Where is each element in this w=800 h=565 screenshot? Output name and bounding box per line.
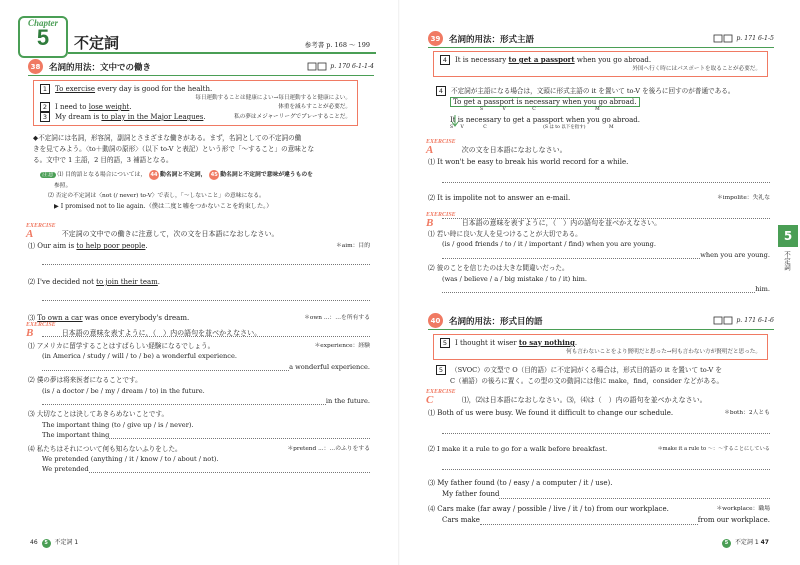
example-underline: lose weight [88,103,130,111]
answer-line[interactable] [442,284,755,293]
example-translation: 体重を減らすことが必要だ。 [278,104,351,110]
exercise-instruction: 次の文を日本語になおしなさい。 [461,146,567,154]
example-text: . [203,113,206,121]
example-text: My dream is [55,113,102,121]
example-box-38 [33,80,358,126]
explanation-line: 4 不定詞が主語になる場合は，文頭に形式主語の it を置いて to-V を後ろに回すのが普通である。 [436,86,776,96]
section-ref: p. 170 6-1-1-4 [330,63,374,70]
chapter-side-tab[interactable] [776,225,800,295]
example-text: I need to [55,103,89,111]
page-footer-left [30,537,78,548]
page-footer-right [720,537,769,548]
answer-line[interactable] [499,490,770,499]
section-title: 名詞的用法：形式目的語 [449,316,543,327]
explanation-39 [436,86,776,96]
section-38-header [28,58,374,76]
side-tab-number: 5 [778,225,798,247]
exercise-a-right-head [426,139,776,155]
note-tag: 注意 [42,172,54,178]
answer-row: him. [428,284,770,294]
diagram-sentence-2: It is necessary to get a passport when you go abroad. [450,116,640,124]
exercise-b-right-head [426,212,776,228]
note-text: 参照。 [54,182,72,189]
chapter-number: 5 [36,25,50,50]
explanation-line: ◆不定詞には名詞，形容詞，副詞とさまざまな働きがある。まず，名詞としての不定詞の働 [33,134,302,142]
right-page [400,0,800,565]
example-number: 2 [40,102,50,112]
example-3 [40,112,351,122]
example-number: 1 [40,84,50,94]
example-translation: 私の夢はメジャーリーグでプレーすることだ。 [234,114,351,120]
question-2: ⑵ I make it a rule to go for a walk before breakfast. ＊make it a rule to 〜：〜することにしている [428,445,770,453]
explanation-line: 5 （SVOC）の文型で O（目的語）に不定詞がくる場合は，形式目的語の it を置いて to-V を [436,365,776,376]
exercise-b-left [26,322,376,338]
answer-row: The important thing [28,430,370,440]
section-badge: 40 [428,313,443,328]
example-underline: to play in the Major Leagues [101,113,204,121]
answer-line[interactable] [442,250,700,259]
example-1 [40,84,351,94]
question-words: (in America / study / will / to / be) a wonderful experience. [42,352,237,361]
arrow-icon [452,115,462,127]
chapter-title-bar [68,32,376,54]
exercise-c-items [428,408,770,525]
explanation-line: きを見てみよう。〈to＋動詞の原形〉（以下 to-V と表記）という形で「〜すること」の意味とな [33,145,315,153]
question-words: (is / good friends / to / it / important / find) when you are young. [442,240,656,249]
question-words: The important thing (to / give up / is / never). [42,420,194,429]
page-number: 46 [30,539,38,546]
book-icon [713,34,733,43]
chapter-tag [18,16,68,58]
exercise-a-left [26,223,376,239]
answer-line[interactable] [442,460,770,470]
example-box-39 [433,51,768,77]
section-title: 名詞的用法：形式主語 [449,34,535,45]
note-text: 動名詞と不定詞， [159,172,207,178]
note-example: ▶ I promised not to lie again.（僕は二度と嘘をつかないことを約束した。） [54,202,273,210]
question-words: (was / believe / a / big mistake / to / it) him. [442,274,588,283]
exercise-instruction: 日本語の意味を表すように，（ ）内の語句を並べかえなさい。 [61,329,262,337]
section-title: 名詞的用法：文中での働き [49,62,152,73]
exercise-instruction: ⑴，⑵は日本語になおしなさい。⑶，⑷は（ ）内の語句を並べかえなさい。 [461,396,707,404]
example-number: 3 [40,112,50,122]
question-2: ⑵ I've decided not to join their team. [28,278,161,286]
explanation-line: る。文中で 1 主語，2 目的語，3 補語となる。 [33,156,173,164]
example-2 [40,102,351,112]
explanation-38 [33,133,373,166]
example-4: 4 It is necessary to get a passport when you go abroad. [440,55,761,65]
section-ref: p. 171 6-1-5 [736,35,774,42]
section-39-header [428,30,774,48]
question-1: ⑴ Our aim is to help poor people. ＊aim：目的 [28,242,370,250]
diagram-sentence-1: To get a passport is necessary when you go abroad. [450,97,640,107]
answer-line[interactable] [42,291,370,301]
question-1: ⑴ 若い時に良い友人を見つけることが大切である。 [428,230,582,238]
exercise-instruction: 不定詞の文中での働きに注意して，次の文を日本語になおしなさい。 [61,230,279,238]
section-ref: p. 171 6-1-6 [736,317,774,324]
explanation-line: C（補語）の後ろに置く。この型の文の動詞には他に make，find，consider などがある。 [450,376,724,385]
answer-row: We pretended [28,464,370,474]
ref-badge: 44 [149,170,159,180]
chapter-badge: 5 [42,539,51,548]
exercise-b-left-items [28,341,370,475]
question-words: We pretended (anything / it / know / to / about / not). [42,455,219,464]
exercise-a-head [26,223,376,239]
question-3: ⑶ 大切なことは決してあきらめないことです。 [28,410,169,419]
exercise-label: EXERCISE C [426,389,456,406]
diagram-labels-1: S V C M [480,107,600,112]
question-1: ⑴ Both of us were busy. We found it difficult to change our schedule. ＊both：2人とも [428,409,770,417]
chapter-title: 不定詞 [74,34,120,52]
exercise-label: EXERCISE B [26,322,56,339]
diagram-labels-2: S V C (S は to 以下を指す) M [450,125,614,130]
chapter-label: Chapter [27,18,58,28]
answer-line[interactable] [42,362,289,371]
question-1: ⑴ It won't be easy to break his world record for a while. [428,158,629,166]
exercise-label: EXERCISE B [426,212,456,229]
ref-badge: 45 [209,170,219,180]
side-tab-label: 不定詞 [783,251,791,271]
chapter-badge: 5 [722,539,731,548]
answer-row: in the future. [28,396,370,406]
example-5: 5 I thought it wiser to say nothing. [440,338,761,348]
question-2: ⑵ 彼のことを信じたのは大きな間違いだった。 [428,264,569,273]
note-block [40,170,375,212]
book-icon [713,316,733,325]
chapter-ref: 参考書 p. 168 〜 199 [304,41,370,49]
answer-row: a wonderful experience. [28,362,370,372]
question-2: ⑵ 僕の夢は将来医者になることです。 [28,376,142,385]
answer-row: Cars make from our workplace. [442,516,770,524]
answer-line[interactable] [442,173,770,183]
question-3: ⑶ My father found (to / easy / a computer / it / use). [428,479,613,487]
note-line-2: ⑵ 否定の不定詞は〈not (/ never) to-V〉で表し，「〜しないこと」の意味になる。 [48,193,265,199]
answer-row: My father found [428,490,770,499]
example-box-40 [433,334,768,360]
note-text: ⑴ 目的語となる場合については， [57,172,147,178]
answer-line[interactable] [42,396,326,405]
exercise-b-head [26,322,376,338]
example-translation: 何も言わないことをより賢明だと思った→何も言わない方が賢明だと思った。 [566,349,761,355]
note-text: 動名詞と不定詞で意味が違うものを [220,172,313,178]
answer-line[interactable] [109,430,370,439]
explanation-40 [436,365,776,386]
exercise-label: EXERCISE A [26,223,56,240]
page-number: 47 [760,539,769,546]
example-text: . [129,103,132,111]
section-40-header [428,312,774,330]
diagram-39 [450,97,750,130]
section-badge: 39 [428,31,443,46]
footer-title: 不定詞 1 [54,539,79,546]
question-3: ⑶ To own a car was once everybody's dream. ＊own ...：…を所有する [28,314,370,322]
section-badge: 38 [28,59,43,74]
answer-line[interactable] [42,255,370,265]
question-words: (is / a doctor / be / my / dream / to) in the future. [42,386,205,395]
example-translation: 毎日運動することは健康によい→毎日運動すると健康によい。 [195,95,351,101]
answer-line[interactable] [442,424,770,434]
note-line-1 [40,170,375,181]
book-icon [307,62,327,71]
question-2: ⑵ It is impolite not to answer an e-mail. ＊impolite：失礼な [428,194,770,202]
exercise-a-right-items [428,157,770,219]
question-4: ⑷ 私たちはそれについて何も知らないふりをした。 ＊pretend ...：…のふりをする [28,444,370,453]
exercise-b-right-items [428,229,770,294]
exercise-instruction: 日本語の意味を表すように，（ ）内の語句を並べかえなさい。 [461,219,662,227]
example-text: every day is good for the health. [95,85,213,93]
question-1: ⑴ アメリカに留学することはすばらしい経験になるでしょう。 ＊experience：経験 [28,342,370,350]
example-underline: To exercise [55,85,96,93]
exercise-label: EXERCISE A [426,139,456,156]
question-4: ⑷ Cars make (far away / possible / live / it / to) from our workplace. ＊workplace：職場 [428,505,770,513]
answer-line[interactable] [480,516,698,525]
answer-line[interactable] [89,464,370,473]
exercise-c-head [426,389,776,405]
example-translation: 外国へ行く時にはパスポートを取ることが必要だ。 [632,66,761,72]
footer-title: 不定詞 1 [734,539,759,546]
answer-row: when you are young. [428,250,770,260]
